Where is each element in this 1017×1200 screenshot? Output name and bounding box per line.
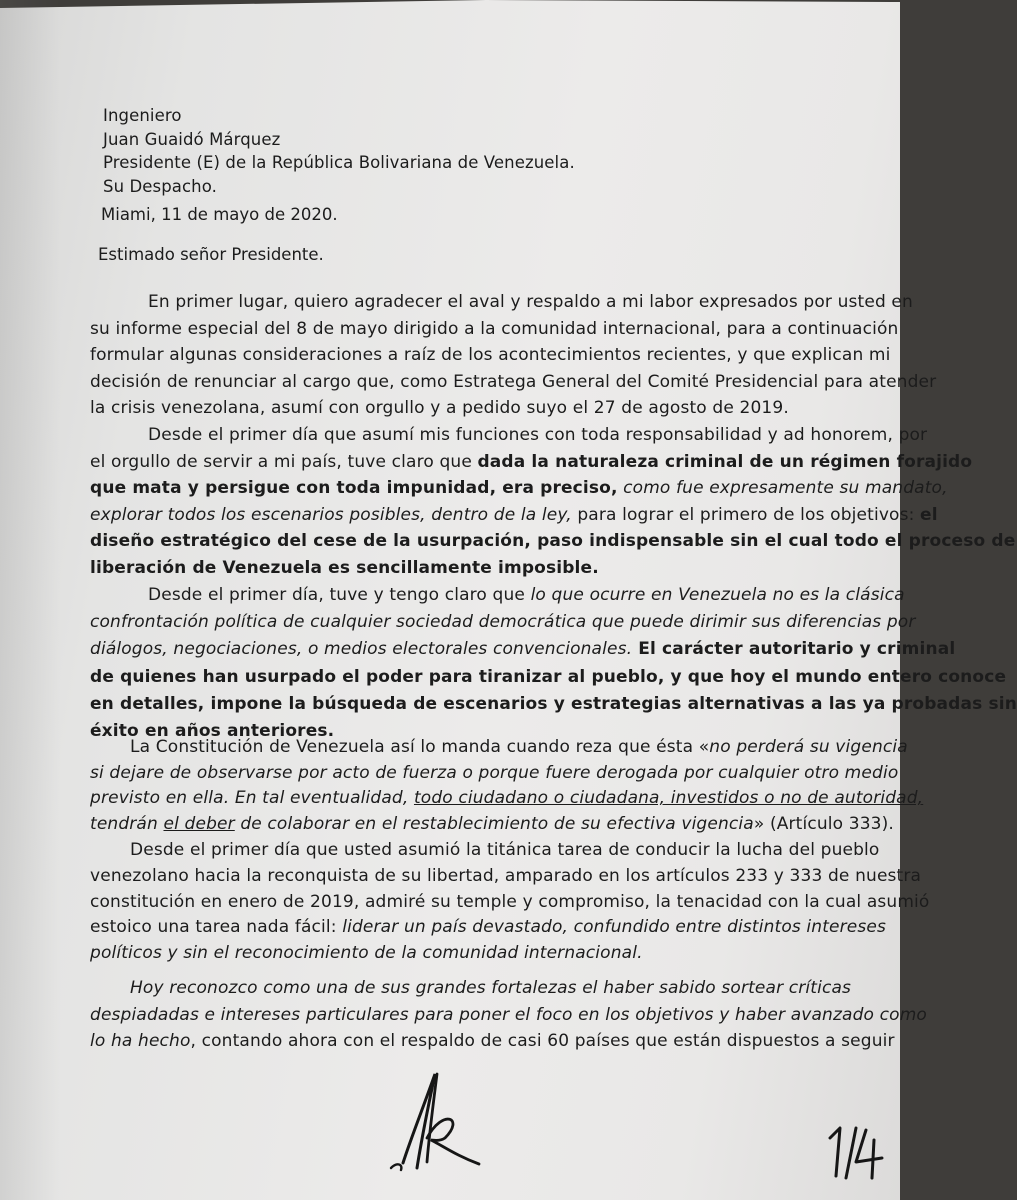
p2-line: que mata y persigue con toda impunidad, era preciso, como fue expresamente su mandato,	[90, 478, 948, 499]
p5-line: políticos y sin el reconocimiento de la comunidad internacional.	[90, 943, 643, 964]
p2-line: explorar todos los escenarios posibles, dentro de la ley, para lograr el primero de los objetivos: el	[90, 504, 938, 525]
letter-date: Miami, 11 de mayo de 2020.	[101, 205, 338, 224]
p3-line: Desde el primer día, tuve y tengo claro que lo que ocurre en Venezuela no es la clásica	[148, 585, 905, 605]
p3-line: de quienes han usurpado el poder para tiranizar al pueblo, y que hoy el mundo entero conoce	[90, 666, 1007, 687]
p2-line: diseño estratégico del cese de la usurpación, paso indispensable sin el cual todo el proceso de	[90, 531, 1016, 552]
p6-line: lo ha hecho, contando ahora con el respaldo de casi 60 países que están dispuestos a seguir	[90, 1031, 895, 1051]
p1-line: formular algunas consideraciones a raíz de los acontecimientos recientes, y que explican mi	[90, 345, 891, 366]
handwritten-signature	[383, 1068, 493, 1178]
p4-line: tendrán el deber de colaborar en el restablecimiento de su efectiva vigencia» (Artículo 333).	[90, 813, 894, 834]
recipient-name: Juan Guaidó Márquez	[103, 129, 281, 149]
p1-line: la crisis venezolana, asumí con orgullo y a pedido suyo el 27 de agosto de 2019.	[90, 398, 789, 419]
paragraph-5	[90, 838, 930, 967]
recipient-position: Presidente (E) de la República Bolivariana de Venezuela.	[103, 153, 575, 172]
paragraph-6	[90, 975, 927, 1055]
page-number-mark	[826, 1122, 886, 1182]
p3-line: confrontación política de cualquier sociedad democrática que puede dirimir sus diferencias por	[90, 612, 916, 633]
p5-line: venezolano hacia la reconquista de su libertad, amparado en los artículos 233 y 333 de nuestra	[90, 865, 922, 886]
p5-line: estoico una tarea nada fácil: liderar un país devastado, confundido entre distintos intereses	[90, 917, 887, 938]
p3-line: éxito en años anteriores.	[90, 721, 335, 742]
p6-line: Hoy reconozco como una de sus grandes fortalezas el haber sabido sortear críticas	[130, 978, 852, 998]
p4-line: previsto en ella. En tal eventualidad, todo ciudadano o ciudadana, investidos o no de autoridad,	[90, 788, 924, 809]
paragraph-3	[90, 582, 1017, 745]
p1-line: decisión de renunciar al cargo que, como Estratega General del Comité Presidencial para atender	[90, 371, 937, 392]
p3-line: diálogos, negociaciones, o medios electorales convencionales. El carácter autoritario y criminal	[90, 639, 956, 660]
p5-line: Desde el primer día que usted asumió la titánica tarea de conducir la lucha del pueblo	[130, 840, 880, 860]
recipient-title: Ingeniero	[103, 106, 182, 125]
paragraph-4	[90, 735, 924, 837]
p2-line: Desde el primer día que asumí mis funciones con toda responsabilidad y ad honorem, por	[148, 425, 928, 445]
letter-greeting: Estimado señor Presidente.	[98, 245, 324, 264]
letter-header	[103, 104, 575, 198]
p1-line: En primer lugar, quiero agradecer el aval y respaldo a mi labor expresados por usted en	[148, 292, 913, 312]
paragraph-2	[90, 422, 1016, 582]
p4-line: si dejare de observarse por acto de fuerza o porque fuere derogada por cualquier otro medio	[90, 762, 899, 783]
paragraph-1	[90, 289, 937, 422]
p1-line: su informe especial del 8 de mayo dirigido a la comunidad internacional, para a continuación	[90, 318, 899, 339]
p6-line: despiadadas e intereses particulares para poner el foco en los objetivos y haber avanzado como	[90, 1004, 927, 1025]
p2-line: liberación de Venezuela es sencillamente imposible.	[90, 557, 599, 578]
p4-line: La Constitución de Venezuela así lo manda cuando reza que ésta «no perderá su vigencia	[130, 737, 908, 757]
p3-line: en detalles, impone la búsqueda de escenarios y estrategias alternativas a las ya probadas sin	[90, 693, 1017, 714]
p5-line: constitución en enero de 2019, admiré su temple y compromiso, la tenacidad con la cual asumió	[90, 891, 930, 912]
p2-line: el orgullo de servir a mi país, tuve claro que dada la naturaleza criminal de un régimen forajido	[90, 451, 973, 472]
recipient-office: Su Despacho.	[103, 176, 217, 196]
